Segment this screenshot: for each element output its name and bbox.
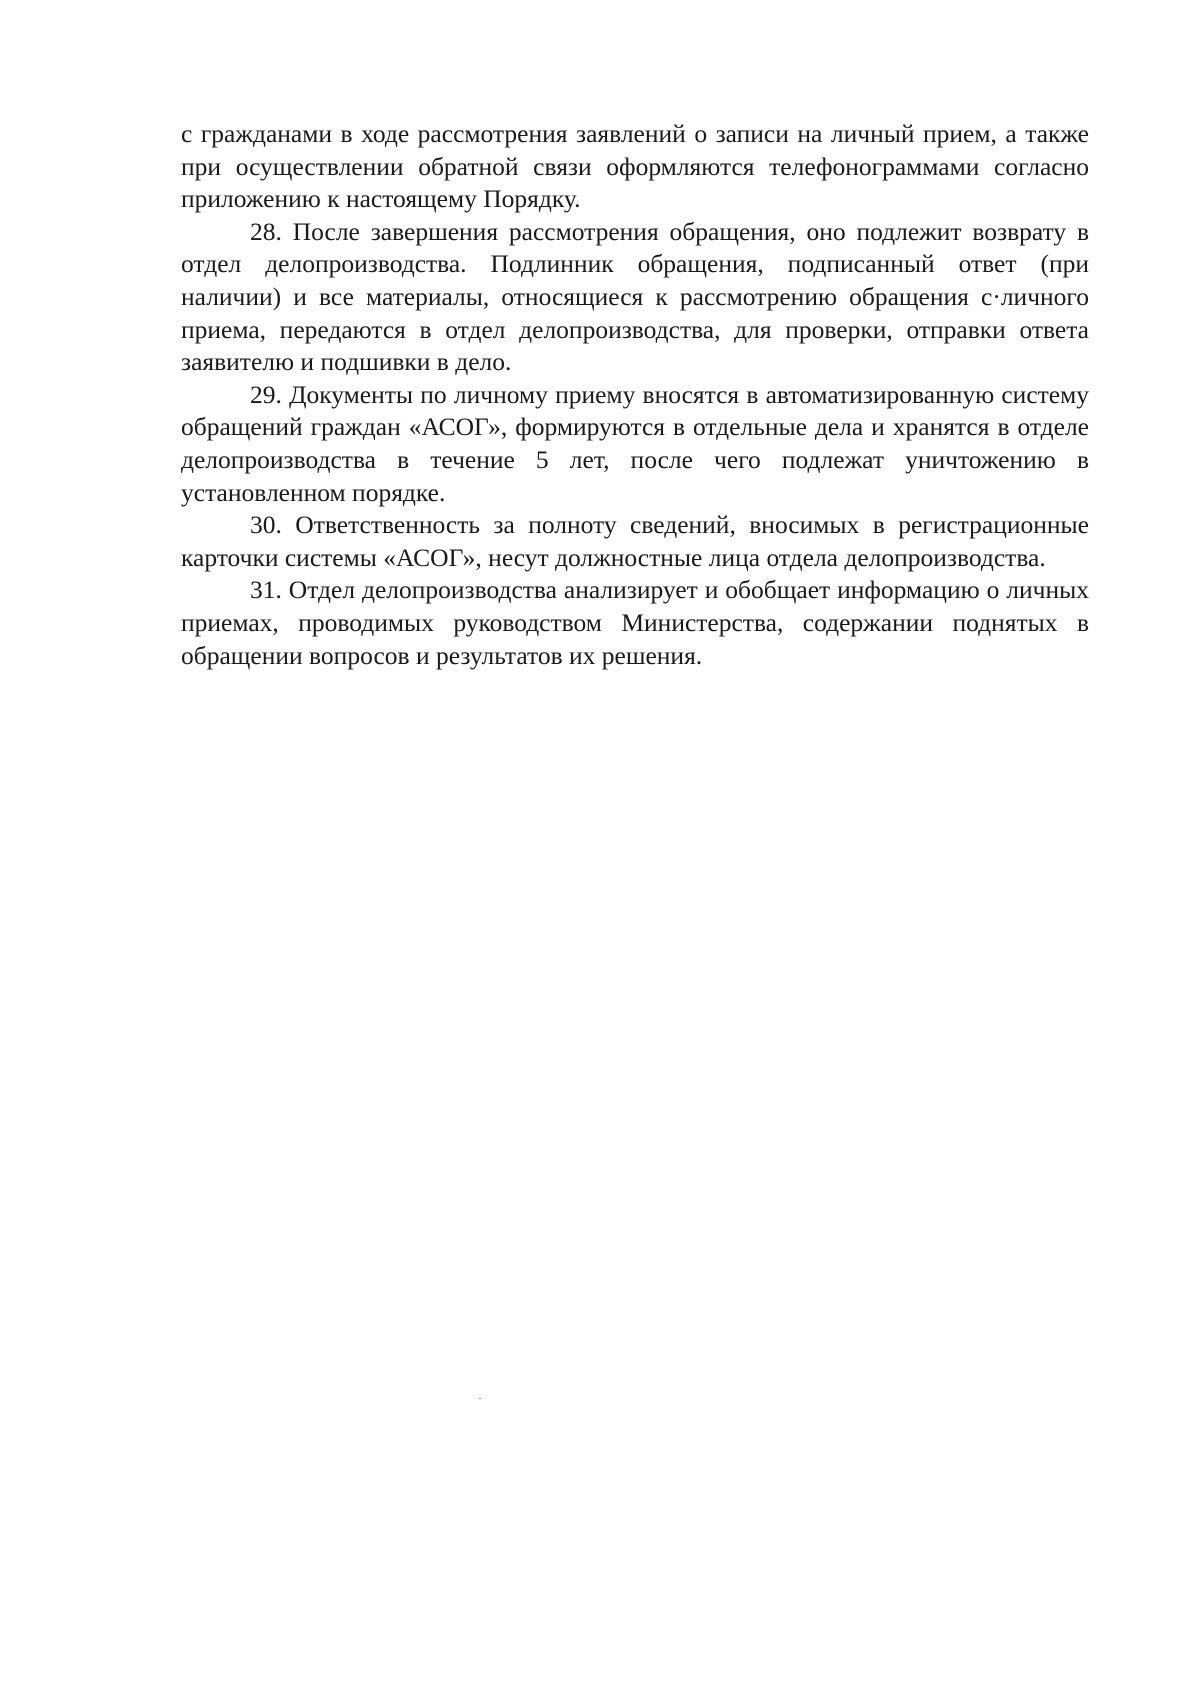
paragraph-28: 28. После завершения рассмотрения обращения, оно подлежит возврату в отдел делопроизводства. Подлинник обращения, подписанный ответ (при наличии) и все материалы, относящиеся к рассмотрению обращения с·личного приема, передаются в отдел делопроизводства, для проверки, отправки ответа заявителю и подшивки в дело.: [181, 216, 1089, 377]
scan-speck: [479, 1398, 481, 1399]
paragraph-29: 29. Документы по личному приему вносятся в автоматизированную систему обращений граждан «АСОГ», формируются в отдельные дела и хранятся в отделе делопроизводства в течение 5 лет, после чего подлежат уничтожению в установленном порядке.: [181, 379, 1089, 507]
paragraph-continuation: с гражданами в ходе рассмотрения заявлений о записи на личный прием, а также при осуществлении обратной связи оформляются телефонограммами согласно приложению к настоящему Порядку.: [181, 119, 1089, 214]
paragraph-30: 30. Ответственность за полноту сведений, вносимых в регистрационные карточки системы «АСОГ», несут должностные лица отдела делопроизводства.: [181, 510, 1089, 572]
document-body: [181, 118, 1089, 672]
paragraph-31: 31. Отдел делопроизводства анализирует и обобщает информацию о личных приемах, проводимых руководством Министерства, содержании поднятых в обращении вопросов и результатов их решения.: [181, 575, 1089, 670]
